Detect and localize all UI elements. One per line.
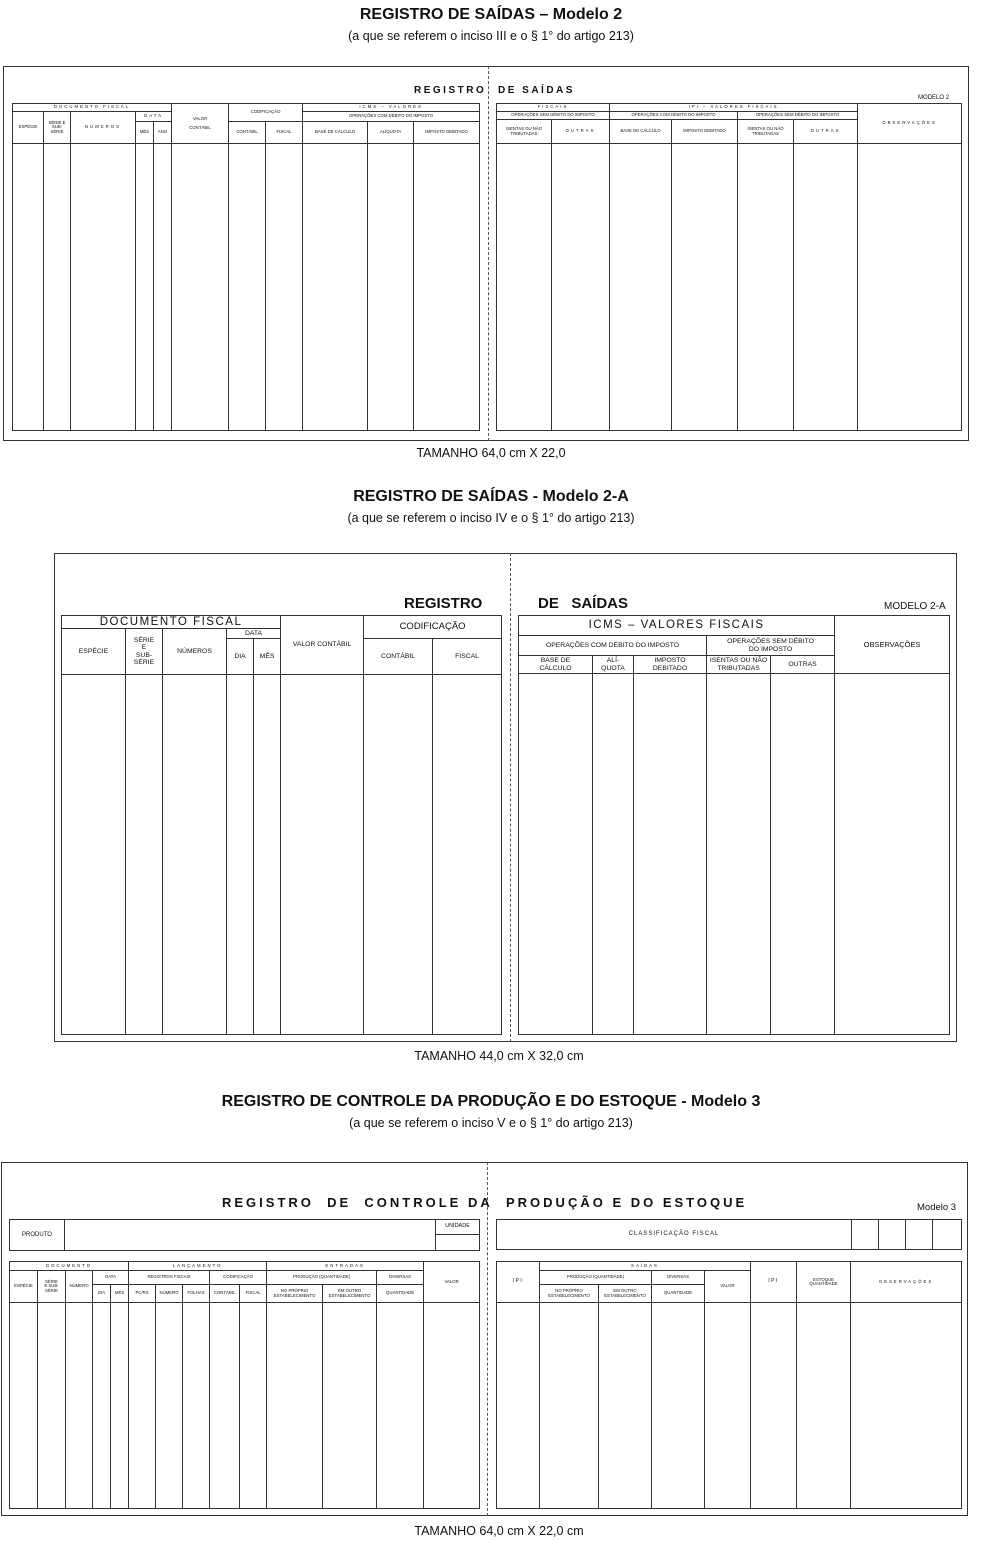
fold-line xyxy=(487,1162,488,1516)
header-fiscal: FISCAL xyxy=(240,1285,267,1303)
header-mes: MÊS xyxy=(254,639,281,675)
label-classificacao-fiscal: CLASSIFICAÇÃO FISCAL xyxy=(497,1220,852,1250)
section2-subtitle: (a que se referem o inciso IV e o § 1° do artigo 213) xyxy=(347,511,635,525)
header-ipi-isentas: ISENTAS OU NÃO TRIBUTADAS xyxy=(738,120,794,144)
header-op-com-debito: OPERAÇÕES COM DÉBITO DO IMPOSTO xyxy=(303,112,480,122)
header-imposto-debitado: IMPOSTO DEBITADO xyxy=(634,656,707,674)
form-heading-left: REGISTRO DE CONTROLE DA xyxy=(222,1195,493,1210)
header-ipi-valores-fiscais: IPI – VALORES FISCAIS xyxy=(610,104,858,112)
header-em-outro: EM OUTRO ESTABELECIMENTO xyxy=(323,1285,377,1303)
header-especie: ESPÉCIE xyxy=(13,112,44,144)
header-contabil: CONTÁBIL xyxy=(364,639,433,675)
header-saidas: SAÍDAS xyxy=(540,1262,751,1271)
header-em-outro: EM OUTRO ESTABELECIMENTO xyxy=(599,1285,652,1303)
header-estoque: ESTOQUE QUANTIDADE xyxy=(797,1262,851,1303)
modelo3-right-table xyxy=(496,1261,962,1509)
header-valor: VALOR xyxy=(705,1271,751,1303)
header-documento-fiscal: DOCUMENTO FISCAL xyxy=(62,616,281,629)
modelo2-right-table xyxy=(496,103,962,431)
header-fiscal: FISCAL xyxy=(433,639,502,675)
header-isentas: ISENTAS OU NÃO TRIBUTADAS xyxy=(497,120,552,144)
header-op-sem-debito: OPERAÇÕES SEM DÉBITO DO IMPOSTO xyxy=(497,112,610,120)
header-ipi-outras: OUTRAS xyxy=(794,120,858,144)
header-producao: PRODUÇÃO (QUANTIDADE) xyxy=(267,1271,377,1285)
header-serie: SÉRIE E SUB- SÉRIE xyxy=(44,112,71,144)
header-no-proprio: NO PRÓPRIO ESTABELECIMENTO xyxy=(267,1285,323,1303)
header-imposto-debitado: IMPOSTO DEBITADO xyxy=(414,122,480,144)
classificacao-digit[interactable] xyxy=(933,1220,962,1250)
header-especie: ESPÉCIE xyxy=(62,629,126,675)
label-unidade: UNIDADE xyxy=(436,1220,480,1235)
header-registros-fiscais: REGISTROS FISCAIS xyxy=(129,1271,210,1285)
form-heading-right: DE SAÍDAS xyxy=(538,595,629,612)
modelo2a-right-table xyxy=(518,615,950,1035)
model-label: MODELO 2-A xyxy=(884,601,946,612)
entry-area xyxy=(519,674,950,1035)
header-mes: MÊS xyxy=(136,122,154,144)
modelo2-left-table xyxy=(12,103,480,431)
header-codificacao: CODIFICAÇÃO xyxy=(364,616,502,639)
section3-title: REGISTRO DE CONTROLE DA PRODUÇÃO E DO ESTOQUE - Modelo 3 xyxy=(221,1093,761,1110)
header-op-sem-debito: OPERAÇÕES SEM DÉBITO DO IMPOSTO xyxy=(707,636,835,656)
header-mes: MÊS xyxy=(111,1285,129,1303)
header-ipi: IPI xyxy=(497,1262,540,1303)
header-serie: SÉRIE E SUB- SÉRIE xyxy=(38,1271,66,1303)
header-ipi-imposto-debitado: IMPOSTO DEBITADO xyxy=(672,120,738,144)
header-numeros: NÚMEROS xyxy=(163,629,227,675)
header-contabil: CONTÁBIL xyxy=(210,1285,240,1303)
header-lancamento: LANÇAMENTO xyxy=(129,1262,267,1271)
section3-subtitle: (a que se referem o inciso V e o § 1° do artigo 213) xyxy=(349,1116,633,1130)
produto-box xyxy=(9,1219,480,1251)
header-outras: OUTRAS xyxy=(771,656,835,674)
entry-area xyxy=(497,144,962,431)
header-codificacao: CODIFICAÇÃO xyxy=(210,1271,267,1285)
modelo2a-left-table xyxy=(61,615,502,1035)
form-heading-left: REGISTRO xyxy=(404,595,483,612)
header-ipi-op-sem-debito: OPERAÇÕES SEM DÉBITO DO IMPOSTO xyxy=(738,112,858,120)
header-fiscal: FISCAL xyxy=(266,122,303,144)
header-icms-valores: ICMS – VALORES xyxy=(303,104,480,112)
classificacao-box xyxy=(496,1219,962,1250)
header-dia: DIA xyxy=(227,639,254,675)
header-dia: DIA xyxy=(93,1285,111,1303)
header-valor-contabil: VALOR CONTÁBIL xyxy=(281,616,364,675)
header-valor-contabil: VALOR CONTÁBIL xyxy=(172,104,229,144)
fold-line xyxy=(510,553,511,1042)
section2-size-note: TAMANHO 44,0 cm X 32,0 cm xyxy=(414,1049,584,1063)
unidade-field[interactable] xyxy=(436,1235,480,1251)
header-base-calculo: BASE DE CÁLCULO xyxy=(519,656,593,674)
fold-line xyxy=(488,66,489,441)
header-diversas: DIVERSAS xyxy=(377,1271,424,1285)
header-entradas: ENTRADAS xyxy=(267,1262,424,1271)
header-observacoes: OBSERVAÇÕES xyxy=(858,104,962,144)
model-label: MODELO 2 xyxy=(918,95,950,101)
header-data: DATA xyxy=(227,629,281,639)
form-heading-right: PRODUÇÃO E DO ESTOQUE xyxy=(506,1195,748,1210)
header-icms-valores-fiscais: ICMS – VALORES FISCAIS xyxy=(519,616,835,636)
modelo3-left-table xyxy=(9,1261,480,1509)
header-data: DATA xyxy=(136,112,172,122)
header-diversas: DIVERSAS xyxy=(652,1271,705,1285)
header-ipi-base-calculo: BASE DE CÁLCULO xyxy=(610,120,672,144)
header-serie: SÉRIE E SUB- SÉRIE xyxy=(126,629,163,675)
header-especie: ESPÉCIE xyxy=(10,1271,38,1303)
classificacao-digit[interactable] xyxy=(852,1220,879,1250)
header-numero: NÚMERO xyxy=(66,1271,93,1303)
header-numeros: NÚMEROS xyxy=(71,112,136,144)
header-data: DATA xyxy=(93,1271,129,1285)
header-valor: VALOR xyxy=(424,1262,480,1303)
section1-subtitle: (a que se referem o inciso III e o § 1° do artigo 213) xyxy=(348,29,634,43)
form-heading-right: DE SAÍDAS xyxy=(498,85,575,96)
label-produto: PRODUTO xyxy=(10,1220,65,1251)
header-codificacao: CODIFICAÇÃO xyxy=(229,104,303,122)
header-base-calculo: BASE DE CÁLCULO xyxy=(303,122,368,144)
header-numero-registro: NÚMERO xyxy=(156,1285,183,1303)
section3-size-note: TAMANHO 64,0 cm X 22,0 cm xyxy=(414,1524,584,1538)
header-ipi-op-com-debito: OPERAÇÕES COM DÉBITO DO IMPOSTO xyxy=(610,112,738,120)
header-ipi-2: IPI xyxy=(751,1262,797,1303)
entry-area xyxy=(497,1303,962,1509)
header-producao: PRODUÇÃO (QUANTIDADE) xyxy=(540,1271,652,1285)
header-outras: OUTRAS xyxy=(552,120,610,144)
produto-field[interactable] xyxy=(65,1220,436,1251)
header-quantidade: QUANTIDADE xyxy=(377,1285,424,1303)
header-pc-rs: PC/RS xyxy=(129,1285,156,1303)
section1-title: REGISTRO DE SAÍDAS – Modelo 2 xyxy=(359,6,623,23)
section1-size-note: TAMANHO 64,0 cm X 22,0 xyxy=(416,446,566,460)
header-documento-fiscal: DOCUMENTO FISCAL xyxy=(13,104,172,112)
classificacao-digit[interactable] xyxy=(879,1220,906,1250)
header-isentas: ISENTAS OU NÃO TRIBUTADAS xyxy=(707,656,771,674)
entry-area xyxy=(62,675,502,1035)
form-heading-left: REGISTRO xyxy=(414,85,487,96)
model-label: Modelo 3 xyxy=(917,1202,957,1213)
entry-area xyxy=(10,1303,480,1509)
header-fiscais: FISCAIS xyxy=(497,104,610,112)
section2-title: REGISTRO DE SAÍDAS - Modelo 2-A xyxy=(353,488,629,505)
entry-area xyxy=(13,144,480,431)
classificacao-digit[interactable] xyxy=(906,1220,933,1250)
header-documento: DOCUMENTO xyxy=(10,1262,129,1271)
header-aliquota: ALÍ- QUOTA xyxy=(593,656,634,674)
header-op-com-debito: OPERAÇÕES COM DÉBITO DO IMPOSTO xyxy=(519,636,707,656)
header-ano: ANO xyxy=(154,122,172,144)
header-aliquota: ALÍQUOTA xyxy=(368,122,414,144)
header-folhas: FOLHAS xyxy=(183,1285,210,1303)
header-no-proprio: NO PRÓPRIO ESTABELECIMENTO xyxy=(540,1285,599,1303)
header-observacoes: OBSERVAÇÕES xyxy=(835,616,950,674)
header-quantidade: QUANTIDADE xyxy=(652,1285,705,1303)
header-observacoes: OBSERVAÇÕES xyxy=(851,1262,962,1303)
header-contabil: CONTÁBIL xyxy=(229,122,266,144)
